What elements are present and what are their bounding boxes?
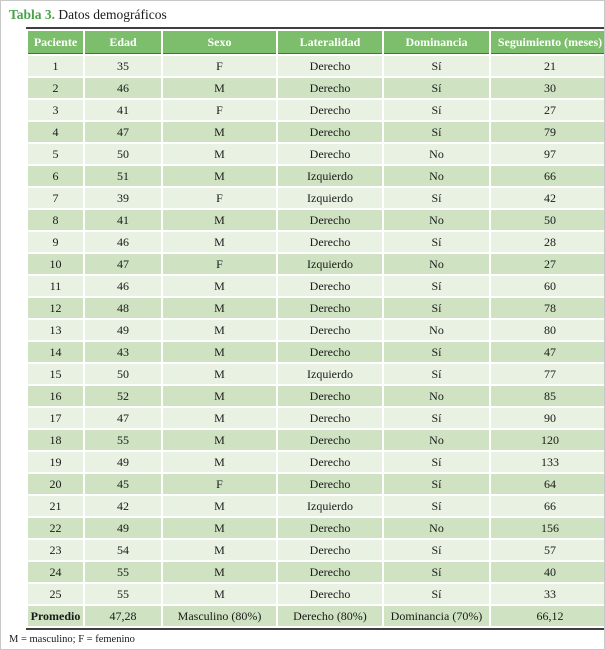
table-cell: Sí bbox=[384, 298, 489, 318]
table-cell: M bbox=[163, 518, 276, 538]
table-cell: 3 bbox=[28, 100, 83, 120]
table-cell: M bbox=[163, 298, 276, 318]
table-cell: Sí bbox=[384, 276, 489, 296]
table-cell: M bbox=[163, 122, 276, 142]
column-header: Lateralidad bbox=[278, 31, 382, 54]
table-cell: Sí bbox=[384, 78, 489, 98]
table-cell: M bbox=[163, 408, 276, 428]
table-cell: 156 bbox=[491, 518, 605, 538]
column-header: Seguimiento (meses) bbox=[491, 31, 605, 54]
table-row bbox=[28, 122, 605, 142]
table-cell: Sí bbox=[384, 408, 489, 428]
summary-cell: 47,28 bbox=[85, 606, 161, 626]
table-cell: 55 bbox=[85, 584, 161, 604]
table-cell: 18 bbox=[28, 430, 83, 450]
table-cell: Derecho bbox=[278, 298, 382, 318]
table-cell: M bbox=[163, 496, 276, 516]
summary-cell: Promedio bbox=[28, 606, 83, 626]
table-cell: 42 bbox=[491, 188, 605, 208]
table-cell: 50 bbox=[85, 364, 161, 384]
table-row bbox=[28, 540, 605, 560]
table-cell: No bbox=[384, 430, 489, 450]
table-row bbox=[28, 386, 605, 406]
table-cell: 28 bbox=[491, 232, 605, 252]
table-cell: 49 bbox=[85, 518, 161, 538]
table-cell: Derecho bbox=[278, 122, 382, 142]
table-cell: M bbox=[163, 210, 276, 230]
table-cell: M bbox=[163, 166, 276, 186]
table-cell: 49 bbox=[85, 320, 161, 340]
table-cell: Derecho bbox=[278, 408, 382, 428]
table-cell: Sí bbox=[384, 232, 489, 252]
table-cell: 27 bbox=[491, 254, 605, 274]
table-cell: Sí bbox=[384, 342, 489, 362]
column-header: Sexo bbox=[163, 31, 276, 54]
table-cell: Izquierdo bbox=[278, 166, 382, 186]
table-cell: 13 bbox=[28, 320, 83, 340]
table-cell: 35 bbox=[85, 56, 161, 76]
table-cell: 47 bbox=[85, 408, 161, 428]
table-cell: 66 bbox=[491, 496, 605, 516]
table-row bbox=[28, 298, 605, 318]
table-row bbox=[28, 342, 605, 362]
table-cell: Derecho bbox=[278, 452, 382, 472]
table-cell: 17 bbox=[28, 408, 83, 428]
table-cell: Sí bbox=[384, 122, 489, 142]
table-cell: F bbox=[163, 474, 276, 494]
table-cell: Derecho bbox=[278, 430, 382, 450]
table-row bbox=[28, 100, 605, 120]
table-cell: Izquierdo bbox=[278, 496, 382, 516]
table-cell: 8 bbox=[28, 210, 83, 230]
table-cell: 41 bbox=[85, 210, 161, 230]
table-cell: 12 bbox=[28, 298, 83, 318]
table-cell: M bbox=[163, 364, 276, 384]
table-row bbox=[28, 56, 605, 76]
table-cell: 90 bbox=[491, 408, 605, 428]
table-cell: Sí bbox=[384, 56, 489, 76]
table-cell: 46 bbox=[85, 276, 161, 296]
table-cell: M bbox=[163, 540, 276, 560]
table-cell: 6 bbox=[28, 166, 83, 186]
table-cell: No bbox=[384, 144, 489, 164]
table-cell: 27 bbox=[491, 100, 605, 120]
table-cell: Izquierdo bbox=[278, 188, 382, 208]
table-cell: 14 bbox=[28, 342, 83, 362]
table-cell: 22 bbox=[28, 518, 83, 538]
table-cell: Sí bbox=[384, 452, 489, 472]
table-cell: F bbox=[163, 100, 276, 120]
table-cell: Sí bbox=[384, 584, 489, 604]
summary-cell: Dominancia (70%) bbox=[384, 606, 489, 626]
table-row bbox=[28, 584, 605, 604]
table-cell: Sí bbox=[384, 100, 489, 120]
table-cell: 10 bbox=[28, 254, 83, 274]
table-cell: F bbox=[163, 254, 276, 274]
table-cell: M bbox=[163, 584, 276, 604]
table-cell: M bbox=[163, 232, 276, 252]
table-cell: 33 bbox=[491, 584, 605, 604]
table-cell: 46 bbox=[85, 78, 161, 98]
table-row bbox=[28, 496, 605, 516]
table-cell: 55 bbox=[85, 562, 161, 582]
table-cell: 45 bbox=[85, 474, 161, 494]
table-cell: 79 bbox=[491, 122, 605, 142]
table-cell: 52 bbox=[85, 386, 161, 406]
table-cell: 9 bbox=[28, 232, 83, 252]
table-cell: No bbox=[384, 210, 489, 230]
table-cell: 15 bbox=[28, 364, 83, 384]
table-cell: 23 bbox=[28, 540, 83, 560]
table-row bbox=[28, 276, 605, 296]
table-cell: 54 bbox=[85, 540, 161, 560]
table-cell: 11 bbox=[28, 276, 83, 296]
table-cell: 21 bbox=[491, 56, 605, 76]
table-cell: Sí bbox=[384, 540, 489, 560]
table-cell: No bbox=[384, 518, 489, 538]
table-cell: M bbox=[163, 144, 276, 164]
table-cell: Sí bbox=[384, 188, 489, 208]
table-row bbox=[28, 210, 605, 230]
table-row bbox=[28, 430, 605, 450]
table-cell: M bbox=[163, 562, 276, 582]
table-cell: M bbox=[163, 320, 276, 340]
table-cell: No bbox=[384, 320, 489, 340]
table-cell: 57 bbox=[491, 540, 605, 560]
table-cell: 47 bbox=[85, 122, 161, 142]
table-cell: 47 bbox=[491, 342, 605, 362]
table-cell: F bbox=[163, 188, 276, 208]
column-header: Paciente bbox=[28, 31, 83, 54]
table-row bbox=[28, 452, 605, 472]
table-cell: M bbox=[163, 386, 276, 406]
table-cell: 30 bbox=[491, 78, 605, 98]
table-cell: Derecho bbox=[278, 232, 382, 252]
table-cell: 24 bbox=[28, 562, 83, 582]
table-cell: 66 bbox=[491, 166, 605, 186]
table-cell: 46 bbox=[85, 232, 161, 252]
table-cell: Derecho bbox=[278, 342, 382, 362]
table-cell: Derecho bbox=[278, 56, 382, 76]
table-cell: 120 bbox=[491, 430, 605, 450]
table-row bbox=[28, 518, 605, 538]
table-cell: M bbox=[163, 78, 276, 98]
table-cell: Derecho bbox=[278, 386, 382, 406]
table-cell: M bbox=[163, 452, 276, 472]
table-cell: Derecho bbox=[278, 320, 382, 340]
table-row bbox=[28, 188, 605, 208]
table-cell: No bbox=[384, 166, 489, 186]
table-row bbox=[28, 254, 605, 274]
table-row bbox=[28, 232, 605, 252]
table-cell: 43 bbox=[85, 342, 161, 362]
table-cell: 7 bbox=[28, 188, 83, 208]
table-body bbox=[28, 56, 605, 604]
table-row bbox=[28, 166, 605, 186]
table-cell: Derecho bbox=[278, 562, 382, 582]
table-cell: 42 bbox=[85, 496, 161, 516]
table-cell: 85 bbox=[491, 386, 605, 406]
table-cell: No bbox=[384, 386, 489, 406]
table-cell: Sí bbox=[384, 474, 489, 494]
table-cell: Derecho bbox=[278, 100, 382, 120]
table-cell: Derecho bbox=[278, 540, 382, 560]
table-cell: 49 bbox=[85, 452, 161, 472]
table-cell: 51 bbox=[85, 166, 161, 186]
table-cell: 60 bbox=[491, 276, 605, 296]
table-cell: 1 bbox=[28, 56, 83, 76]
table-cell: Derecho bbox=[278, 144, 382, 164]
table-cell: 133 bbox=[491, 452, 605, 472]
table-cell: 2 bbox=[28, 78, 83, 98]
table-cell: 78 bbox=[491, 298, 605, 318]
table-cell: M bbox=[163, 276, 276, 296]
table-cell: F bbox=[163, 56, 276, 76]
table-cell: 16 bbox=[28, 386, 83, 406]
table-row bbox=[28, 474, 605, 494]
summary-cell: 66,12 bbox=[491, 606, 605, 626]
table-footnote: M = masculino; F = femenino bbox=[9, 634, 135, 645]
table-cell: Derecho bbox=[278, 474, 382, 494]
table-cell: Sí bbox=[384, 364, 489, 384]
table-cell: 55 bbox=[85, 430, 161, 450]
table-title bbox=[9, 7, 604, 23]
table-cell: No bbox=[384, 254, 489, 274]
table-cell: Derecho bbox=[278, 518, 382, 538]
table-row bbox=[28, 144, 605, 164]
table-cell: 64 bbox=[491, 474, 605, 494]
table-cell: Sí bbox=[384, 562, 489, 582]
demographics-table bbox=[26, 27, 605, 630]
summary-row bbox=[28, 606, 605, 626]
table-cell: 21 bbox=[28, 496, 83, 516]
table-cell: Derecho bbox=[278, 584, 382, 604]
summary-cell: Masculino (80%) bbox=[163, 606, 276, 626]
table-cell: 80 bbox=[491, 320, 605, 340]
table-cell: 25 bbox=[28, 584, 83, 604]
table-title-text: Datos demográficos bbox=[55, 7, 167, 22]
table-cell: 4 bbox=[28, 122, 83, 142]
table-cell: 50 bbox=[491, 210, 605, 230]
table-cell: 20 bbox=[28, 474, 83, 494]
table-cell: 19 bbox=[28, 452, 83, 472]
table-cell: Sí bbox=[384, 496, 489, 516]
table-cell: 40 bbox=[491, 562, 605, 582]
table-cell: Derecho bbox=[278, 276, 382, 296]
table-cell: Izquierdo bbox=[278, 364, 382, 384]
table-cell: Derecho bbox=[278, 78, 382, 98]
column-header: Edad bbox=[85, 31, 161, 54]
table-cell: 39 bbox=[85, 188, 161, 208]
table-row bbox=[28, 320, 605, 340]
table-cell: 41 bbox=[85, 100, 161, 120]
table-cell: Derecho bbox=[278, 210, 382, 230]
table-cell: M bbox=[163, 430, 276, 450]
header-row bbox=[28, 31, 605, 54]
table-row bbox=[28, 364, 605, 384]
summary-cell: Derecho (80%) bbox=[278, 606, 382, 626]
table-row bbox=[28, 78, 605, 98]
table-row bbox=[28, 408, 605, 428]
table-cell: M bbox=[163, 342, 276, 362]
table-cell: 77 bbox=[491, 364, 605, 384]
table-title-label: Tabla 3. bbox=[9, 7, 56, 22]
table-cell: 50 bbox=[85, 144, 161, 164]
table-cell: 48 bbox=[85, 298, 161, 318]
column-header: Dominancia bbox=[384, 31, 489, 54]
table-cell: 97 bbox=[491, 144, 605, 164]
table-cell: Izquierdo bbox=[278, 254, 382, 274]
table-cell: 47 bbox=[85, 254, 161, 274]
table-row bbox=[28, 562, 605, 582]
table-cell: 5 bbox=[28, 144, 83, 164]
